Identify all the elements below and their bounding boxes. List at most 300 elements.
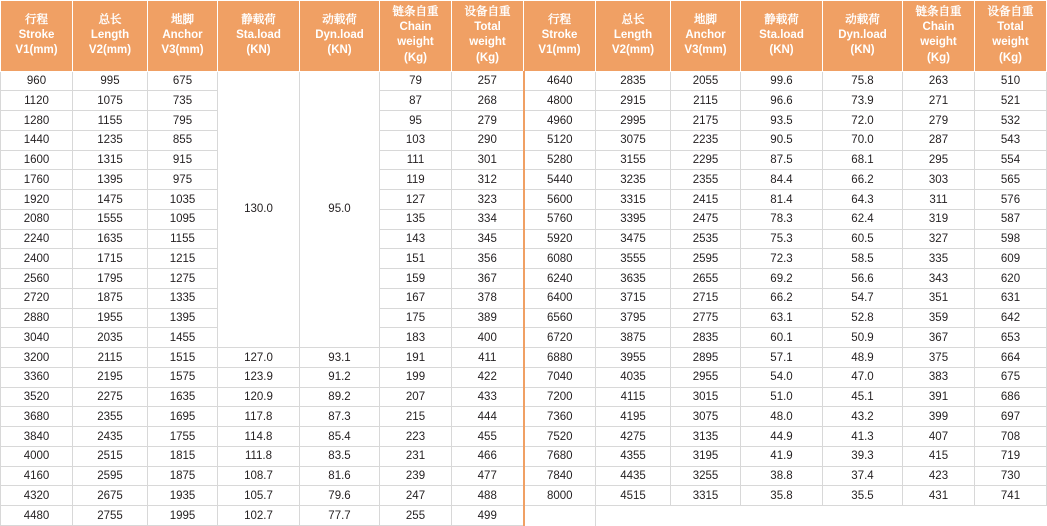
column-header-line: V3(mm) [161, 43, 204, 56]
cell-left-total: 378 [452, 288, 524, 308]
cell-left-sta: 127.0 [218, 348, 300, 368]
table-row [1, 348, 1047, 368]
cell-left-stroke: 2080 [1, 209, 73, 229]
cell-right-anchor: 3135 [671, 427, 741, 447]
cell-right-chain: 263 [903, 71, 975, 91]
cell-left-chain: 231 [380, 446, 452, 466]
cell-right-length: 4515 [596, 486, 671, 506]
cell-right-dyn: 48.9 [823, 348, 903, 368]
cell-left-length: 1715 [73, 249, 148, 269]
column-header-line: Chain [922, 21, 955, 34]
cell-left-total: 400 [452, 328, 524, 348]
column-header-line: V1(mm) [538, 43, 581, 56]
cell-left-anchor: 795 [148, 111, 218, 131]
cell-right-chain: 367 [903, 328, 975, 348]
cell-left-length: 1955 [73, 308, 148, 328]
cell-left-chain: 127 [380, 190, 452, 210]
cell-right-total: 554 [975, 150, 1047, 170]
cell-left-stroke: 1760 [1, 170, 73, 190]
cell-left-length: 2595 [73, 466, 148, 486]
cell-right-dyn: 62.4 [823, 209, 903, 229]
cell-right-dyn: 70.0 [823, 130, 903, 150]
cell-right-length: 3715 [596, 288, 671, 308]
cell-left-stroke: 4000 [1, 446, 73, 466]
column-header-line: Anchor [685, 28, 726, 41]
cell-left-chain: 191 [380, 348, 452, 368]
cell-left-stroke: 1120 [1, 91, 73, 111]
cell-right-sta: 48.0 [741, 407, 823, 427]
cell-right-length: 2915 [596, 91, 671, 111]
column-header-right-length [596, 1, 671, 72]
cell-left-stroke: 3520 [1, 387, 73, 407]
column-header-right-dyn [823, 1, 903, 72]
cell-left-anchor: 1035 [148, 190, 218, 210]
table-row [1, 71, 1047, 91]
column-header-line: 静载荷 [241, 13, 276, 26]
table-row [1, 486, 1047, 506]
cell-right-chain: 343 [903, 269, 975, 289]
column-header-line: 链条自重 [392, 6, 439, 18]
cell-left-dyn: 93.1 [300, 348, 380, 368]
column-header-line: 总长 [98, 13, 122, 26]
cell-left-dyn: 89.2 [300, 387, 380, 407]
cell-left-chain: 223 [380, 427, 452, 447]
table-row [1, 269, 1047, 289]
cell-right-length: 4435 [596, 466, 671, 486]
column-header-line: weight [469, 36, 506, 49]
cell-right-length: 3955 [596, 348, 671, 368]
table-row [1, 308, 1047, 328]
cell-right-sta: 81.4 [741, 190, 823, 210]
cell-right-length: 4275 [596, 427, 671, 447]
column-header-line: (Kg) [476, 51, 499, 64]
cell-left-total: 367 [452, 269, 524, 289]
cell-right-stroke: 6720 [524, 328, 596, 348]
cell-right-chain: 383 [903, 367, 975, 387]
column-header-left-chain [380, 1, 452, 72]
cell-left-length: 2435 [73, 427, 148, 447]
cell-left-stroke: 3680 [1, 407, 73, 427]
table-row [1, 427, 1047, 447]
cell-left-total: 499 [452, 506, 524, 526]
cell-left-sta: 108.7 [218, 466, 300, 486]
cell-left-chain: 79 [380, 71, 452, 91]
cell-right-chain: 319 [903, 209, 975, 229]
cell-left-stroke: 1920 [1, 190, 73, 210]
cell-right-total: 730 [975, 466, 1047, 486]
cell-left-anchor: 975 [148, 170, 218, 190]
table-body [1, 71, 1047, 525]
column-header-line: (KN) [327, 43, 352, 56]
cell-left-anchor: 1095 [148, 209, 218, 229]
cell-right-total: 675 [975, 367, 1047, 387]
cell-left-chain: 167 [380, 288, 452, 308]
cell-left-total: 268 [452, 91, 524, 111]
cell-left-dyn: 85.4 [300, 427, 380, 447]
cell-right-total: 543 [975, 130, 1047, 150]
cell-right-stroke: 4800 [524, 91, 596, 111]
cell-left-total: 422 [452, 367, 524, 387]
cell-right-anchor: 2175 [671, 111, 741, 131]
cell-right-anchor: 2895 [671, 348, 741, 368]
cell-right-sta: 69.2 [741, 269, 823, 289]
cell-right-length: 3795 [596, 308, 671, 328]
table-row [1, 506, 1047, 526]
cell-left-anchor: 1935 [148, 486, 218, 506]
cell-right-length: 3235 [596, 170, 671, 190]
table-row [1, 150, 1047, 170]
column-header-line: Anchor [162, 28, 203, 41]
cell-left-chain: 87 [380, 91, 452, 111]
cell-left-total: 279 [452, 111, 524, 131]
cell-right-stroke: 6880 [524, 348, 596, 368]
cell-left-anchor: 1455 [148, 328, 218, 348]
cell-right-total: 719 [975, 446, 1047, 466]
table-row [1, 367, 1047, 387]
cell-left-stroke: 3040 [1, 328, 73, 348]
cell-right-anchor: 2115 [671, 91, 741, 111]
cell-right-anchor: 2535 [671, 229, 741, 249]
table-row [1, 466, 1047, 486]
cell-left-length: 1635 [73, 229, 148, 249]
cell-right-total: 631 [975, 288, 1047, 308]
cell-left-length: 1075 [73, 91, 148, 111]
cell-right-stroke: 5920 [524, 229, 596, 249]
cell-right-length: 4355 [596, 446, 671, 466]
cell-right-anchor: 3195 [671, 446, 741, 466]
cell-left-anchor: 1815 [148, 446, 218, 466]
cell-left-total: 466 [452, 446, 524, 466]
cell-left-dyn: 87.3 [300, 407, 380, 427]
cell-right-stroke: 7680 [524, 446, 596, 466]
column-header-line: Dyn.load [838, 28, 887, 41]
cell-right-sta: 93.5 [741, 111, 823, 131]
cell-right-stroke [524, 506, 596, 526]
cell-left-chain: 199 [380, 367, 452, 387]
cell-left-stroke: 4320 [1, 486, 73, 506]
column-header-line: V1(mm) [15, 43, 58, 56]
cell-left-chain: 103 [380, 130, 452, 150]
column-header-line: (KN) [246, 43, 271, 56]
cell-right-length: 4035 [596, 367, 671, 387]
column-header-line: 地脚 [171, 13, 194, 26]
column-header-line: Total [997, 21, 1024, 34]
table-row [1, 446, 1047, 466]
cell-left-stroke: 4160 [1, 466, 73, 486]
column-header-left-length [73, 1, 148, 72]
cell-left-length: 1235 [73, 130, 148, 150]
column-header-line: weight [992, 36, 1029, 49]
cell-right-dyn: 43.2 [823, 407, 903, 427]
cell-right-length: 3075 [596, 130, 671, 150]
column-header-left-anchor [148, 1, 218, 72]
cell-left-sta: 123.9 [218, 367, 300, 387]
cell-right-sta [741, 506, 823, 526]
cell-right-anchor: 3315 [671, 486, 741, 506]
column-header-line: 设备自重 [464, 6, 511, 18]
cell-right-anchor: 2655 [671, 269, 741, 289]
cell-left-chain: 151 [380, 249, 452, 269]
cell-left-stroke: 960 [1, 71, 73, 91]
cell-left-stroke: 2880 [1, 308, 73, 328]
cell-right-chain: 431 [903, 486, 975, 506]
cell-left-chain: 119 [380, 170, 452, 190]
cell-right-dyn: 45.1 [823, 387, 903, 407]
cell-right-dyn [823, 506, 903, 526]
cell-right-chain: 279 [903, 111, 975, 131]
table-row [1, 407, 1047, 427]
column-header-line: 总长 [621, 13, 645, 26]
cell-right-stroke: 5120 [524, 130, 596, 150]
cell-right-total: 686 [975, 387, 1047, 407]
cell-right-total: 565 [975, 170, 1047, 190]
table-row [1, 111, 1047, 131]
cell-right-chain: 327 [903, 229, 975, 249]
cell-right-total: 587 [975, 209, 1047, 229]
cell-right-dyn: 75.8 [823, 71, 903, 91]
cell-left-sta-merged: 130.0 [218, 71, 300, 348]
cell-left-chain: 159 [380, 269, 452, 289]
column-header-line: V3(mm) [684, 43, 727, 56]
cell-right-total: 609 [975, 249, 1047, 269]
cell-right-dyn: 37.4 [823, 466, 903, 486]
cell-right-total [975, 506, 1047, 526]
cell-left-anchor: 1755 [148, 427, 218, 447]
cell-right-length: 2995 [596, 111, 671, 131]
cell-right-stroke: 5440 [524, 170, 596, 190]
cell-left-dyn-merged: 95.0 [300, 71, 380, 348]
cell-right-anchor: 3255 [671, 466, 741, 486]
column-header-right-total [975, 1, 1047, 72]
table-row [1, 170, 1047, 190]
cell-right-dyn: 58.5 [823, 249, 903, 269]
cell-right-total: 521 [975, 91, 1047, 111]
column-header-line: (Kg) [999, 51, 1022, 64]
cell-right-total: 664 [975, 348, 1047, 368]
cell-right-total: 708 [975, 427, 1047, 447]
cell-right-length: 3315 [596, 190, 671, 210]
cell-right-sta: 78.3 [741, 209, 823, 229]
cell-right-stroke: 8000 [524, 486, 596, 506]
cell-right-dyn: 41.3 [823, 427, 903, 447]
cell-right-anchor: 2355 [671, 170, 741, 190]
cell-right-sta: 66.2 [741, 288, 823, 308]
cell-left-total: 312 [452, 170, 524, 190]
cell-right-total: 653 [975, 328, 1047, 348]
cell-right-anchor: 3075 [671, 407, 741, 427]
cell-right-sta: 54.0 [741, 367, 823, 387]
table-row [1, 288, 1047, 308]
cell-right-stroke: 5280 [524, 150, 596, 170]
cell-left-length: 2115 [73, 348, 148, 368]
cell-right-length: 4195 [596, 407, 671, 427]
cell-left-chain: 143 [380, 229, 452, 249]
cell-left-total: 356 [452, 249, 524, 269]
cell-right-stroke: 5760 [524, 209, 596, 229]
cell-left-length: 1555 [73, 209, 148, 229]
cell-right-anchor: 2295 [671, 150, 741, 170]
cell-right-dyn: 72.0 [823, 111, 903, 131]
column-header-right-stroke [524, 1, 596, 72]
cell-right-sta: 44.9 [741, 427, 823, 447]
cell-left-total: 345 [452, 229, 524, 249]
column-header-line: Sta.load [236, 28, 281, 41]
column-header-line: V2(mm) [88, 43, 132, 56]
cell-right-chain: 287 [903, 130, 975, 150]
cell-right-chain: 311 [903, 190, 975, 210]
cell-right-dyn: 60.5 [823, 229, 903, 249]
cell-left-length: 2675 [73, 486, 148, 506]
table-row [1, 130, 1047, 150]
cell-left-sta: 111.8 [218, 446, 300, 466]
cell-right-dyn: 35.5 [823, 486, 903, 506]
cell-right-length: 3875 [596, 328, 671, 348]
cell-right-length: 2835 [596, 71, 671, 91]
column-header-line: (Kg) [404, 51, 427, 64]
cell-right-anchor: 2835 [671, 328, 741, 348]
cell-right-chain [903, 506, 975, 526]
cell-left-anchor: 1995 [148, 506, 218, 526]
cell-right-dyn: 47.0 [823, 367, 903, 387]
cell-right-total: 576 [975, 190, 1047, 210]
cell-right-anchor: 2235 [671, 130, 741, 150]
cell-right-chain: 303 [903, 170, 975, 190]
cell-right-sta: 72.3 [741, 249, 823, 269]
cell-left-total: 389 [452, 308, 524, 328]
cell-right-chain: 391 [903, 387, 975, 407]
cell-right-chain: 359 [903, 308, 975, 328]
cell-left-sta: 105.7 [218, 486, 300, 506]
cell-left-chain: 95 [380, 111, 452, 131]
cell-right-stroke: 6240 [524, 269, 596, 289]
cell-right-sta: 60.1 [741, 328, 823, 348]
cell-right-total: 620 [975, 269, 1047, 289]
table-row [1, 209, 1047, 229]
table-row [1, 190, 1047, 210]
cell-right-dyn: 50.9 [823, 328, 903, 348]
cell-left-total: 411 [452, 348, 524, 368]
column-header-line: Stroke [18, 28, 55, 41]
cell-right-total: 642 [975, 308, 1047, 328]
cell-left-total: 301 [452, 150, 524, 170]
column-header-line: 静载荷 [764, 13, 799, 26]
cell-left-dyn: 79.6 [300, 486, 380, 506]
cell-right-dyn: 64.3 [823, 190, 903, 210]
cell-left-anchor: 1635 [148, 387, 218, 407]
column-header-line: 行程 [25, 13, 48, 26]
cell-left-length: 1875 [73, 288, 148, 308]
column-header-left-sta [218, 1, 300, 72]
cell-right-anchor: 2055 [671, 71, 741, 91]
cell-left-dyn: 77.7 [300, 506, 380, 526]
cell-right-dyn: 68.1 [823, 150, 903, 170]
cell-right-stroke: 4640 [524, 71, 596, 91]
column-header-line: Length [90, 28, 130, 41]
cell-right-sta: 90.5 [741, 130, 823, 150]
cell-left-stroke: 2400 [1, 249, 73, 269]
cell-right-stroke: 6080 [524, 249, 596, 269]
cell-left-length: 2515 [73, 446, 148, 466]
cell-left-anchor: 675 [148, 71, 218, 91]
cell-right-length: 3635 [596, 269, 671, 289]
cell-right-stroke: 7360 [524, 407, 596, 427]
cell-right-sta: 63.1 [741, 308, 823, 328]
cell-right-anchor: 2595 [671, 249, 741, 269]
cell-left-length: 2035 [73, 328, 148, 348]
column-header-right-anchor [671, 1, 741, 72]
table-row [1, 328, 1047, 348]
cell-left-total: 323 [452, 190, 524, 210]
cell-right-anchor: 2775 [671, 308, 741, 328]
cell-left-anchor: 1875 [148, 466, 218, 486]
cell-left-chain: 247 [380, 486, 452, 506]
cell-right-stroke: 7520 [524, 427, 596, 447]
cell-right-length [596, 506, 671, 526]
column-header-line: Length [613, 28, 653, 41]
cell-left-anchor: 1155 [148, 229, 218, 249]
cell-right-total: 598 [975, 229, 1047, 249]
table-header [1, 1, 1047, 72]
column-header-left-total [452, 1, 524, 72]
cell-right-chain: 399 [903, 407, 975, 427]
cell-right-length: 3395 [596, 209, 671, 229]
cell-left-length: 1155 [73, 111, 148, 131]
cell-left-stroke: 1280 [1, 111, 73, 131]
column-header-line: weight [397, 36, 434, 49]
cell-left-chain: 239 [380, 466, 452, 486]
cell-left-length: 2195 [73, 367, 148, 387]
cell-left-stroke: 1600 [1, 150, 73, 170]
cell-left-total: 455 [452, 427, 524, 447]
cell-right-chain: 351 [903, 288, 975, 308]
cell-left-stroke: 3840 [1, 427, 73, 447]
column-header-line: Dyn.load [315, 28, 364, 41]
cell-left-stroke: 1440 [1, 130, 73, 150]
column-header-line: Total [474, 21, 501, 34]
cell-right-length: 3555 [596, 249, 671, 269]
cell-left-chain: 255 [380, 506, 452, 526]
cell-right-chain: 415 [903, 446, 975, 466]
column-header-line: 地脚 [694, 13, 717, 26]
cell-right-stroke: 6560 [524, 308, 596, 328]
column-header-right-chain [903, 1, 975, 72]
cell-right-dyn: 52.8 [823, 308, 903, 328]
column-header-line: Stroke [541, 28, 578, 41]
cell-right-length: 3155 [596, 150, 671, 170]
cell-right-sta: 96.6 [741, 91, 823, 111]
cell-left-chain: 215 [380, 407, 452, 427]
cell-right-total: 532 [975, 111, 1047, 131]
cell-left-total: 433 [452, 387, 524, 407]
cell-left-total: 477 [452, 466, 524, 486]
cell-right-chain: 407 [903, 427, 975, 447]
column-header-line: (KN) [769, 43, 794, 56]
cell-right-dyn: 56.6 [823, 269, 903, 289]
cell-right-sta: 99.6 [741, 71, 823, 91]
column-header-line: 动载荷 [322, 13, 357, 26]
column-header-left-stroke [1, 1, 73, 72]
cell-left-length: 995 [73, 71, 148, 91]
cell-left-chain: 207 [380, 387, 452, 407]
cell-right-total: 510 [975, 71, 1047, 91]
cell-left-total: 257 [452, 71, 524, 91]
cell-right-chain: 271 [903, 91, 975, 111]
column-header-line: V2(mm) [611, 43, 655, 56]
cell-left-stroke: 2720 [1, 288, 73, 308]
cell-right-chain: 295 [903, 150, 975, 170]
cell-right-sta: 84.4 [741, 170, 823, 190]
cell-right-dyn: 66.2 [823, 170, 903, 190]
